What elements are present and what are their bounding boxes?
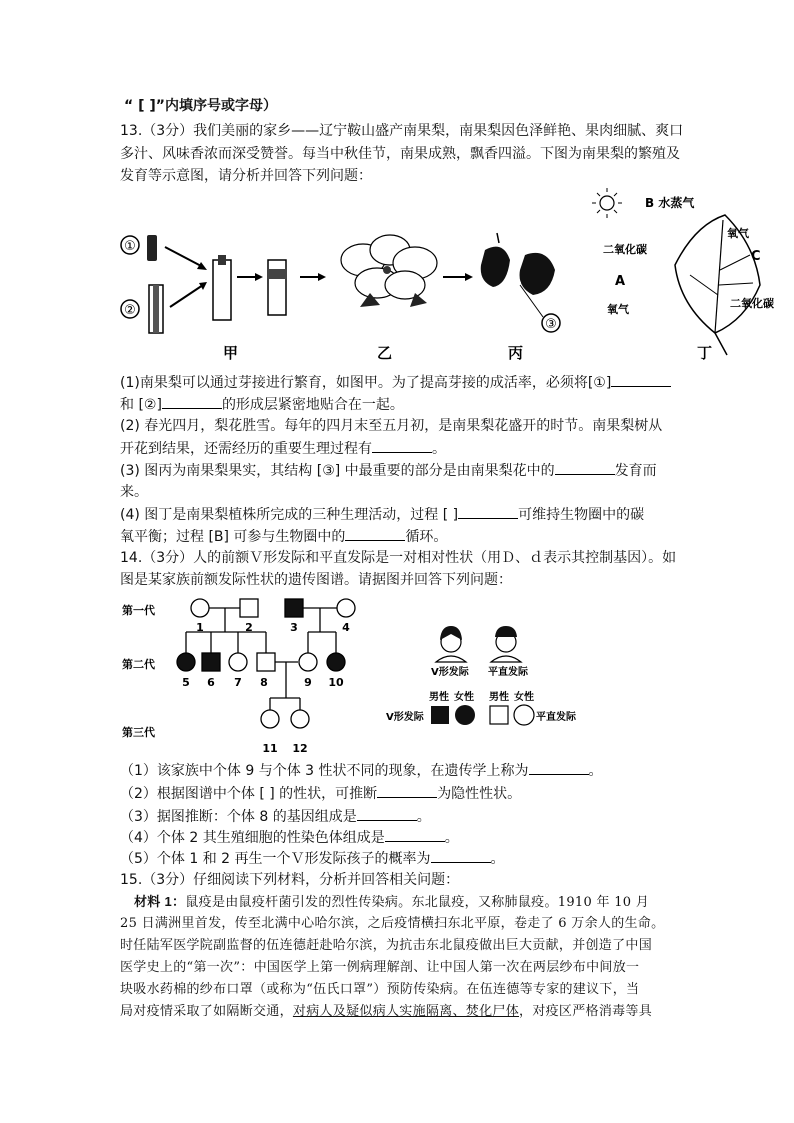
svg-text:乙: 乙 (377, 344, 393, 362)
svg-text:第三代: 第三代 (122, 726, 155, 739)
svg-text:①: ① (124, 239, 136, 254)
individual-11 (261, 710, 279, 728)
answer-blank[interactable] (372, 438, 432, 453)
q14-sub2: （2）根据图谱中个体 [ ] 的性状，可推断 为隐性性状。 (120, 783, 521, 804)
individual-3 (285, 599, 303, 617)
answer-blank[interactable] (377, 783, 437, 798)
q14-sub5: （5）个体 1 和 2 再生一个Ｖ形发际孩子的概率为 。 (120, 848, 505, 869)
q13-stem-line1: 13.（3分）我们美丽的家乡——辽宁鞍山盛产南果梨，南果梨因色泽鲜艳、果肉细腻、爽口 (120, 123, 684, 139)
svg-text:第一代: 第一代 (122, 604, 155, 617)
svg-text:6: 6 (207, 676, 215, 689)
figure-jia-grafting (121, 235, 287, 362)
v-hairline-face-icon (436, 626, 466, 662)
figure-bing-fruit (443, 233, 560, 362)
q14-stem-line1: 14.（3分）人的前额Ｖ形发际和平直发际是一对相对性状（用Ｄ、ｄ表示其控制基因）。如 (120, 550, 677, 566)
legend-v-male (431, 706, 449, 724)
q15-material-line3: 时任陆军医学院副监督的伍连德赶赴哈尔滨，为抗击东北鼠疫做出巨大贡献，并创造了中国 (120, 938, 653, 953)
individual-5 (177, 653, 195, 671)
answer-blank[interactable] (555, 460, 615, 475)
answer-blank[interactable] (611, 372, 671, 387)
svg-text:1: 1 (196, 621, 204, 634)
figure-ding-leaf (592, 188, 774, 362)
individual-8 (257, 653, 275, 671)
q14-stem-line2: 图是某家族前额发际性状的遗传图谱。请据图并回答下列问题： (120, 572, 512, 588)
svg-text:B 水蒸气: B 水蒸气 (645, 196, 695, 210)
svg-text:5: 5 (182, 676, 190, 689)
svg-text:C: C (751, 249, 761, 264)
q13-figure (115, 185, 790, 370)
answer-blank[interactable] (345, 526, 405, 541)
q13-sub2-line2: 开花到结果，还需经历的重要生理过程有 。 (120, 438, 446, 459)
svg-text:女性: 女性 (514, 692, 534, 703)
answer-blank[interactable] (162, 394, 222, 409)
svg-text:2: 2 (245, 621, 253, 634)
individual-7 (229, 653, 247, 671)
individual-2 (240, 599, 258, 617)
svg-text:二氧化碳: 二氧化碳 (603, 243, 647, 256)
flat-hairline-face-icon (491, 626, 521, 662)
svg-text:11: 11 (262, 742, 278, 755)
q14-sub4: （4）个体 2 其生殖细胞的性染色体组成是 。 (120, 827, 459, 848)
q13-sub3-line1: (3) 图丙为南果梨果实，其结构 [③] 中最重要的部分是由南果梨花中的 发育而 (120, 460, 657, 481)
svg-text:丙: 丙 (508, 344, 524, 362)
individual-10 (327, 653, 345, 671)
answer-blank[interactable] (431, 848, 491, 863)
q13-stem-line3: 发育等示意图，请分析并回答下列问题： (120, 168, 372, 184)
answer-blank[interactable] (529, 760, 589, 775)
q15-material-line4: 医学史上的“第一次”：中国医学上第一例病理解剖、让中国人第一次在两层纱布中间放一 (120, 960, 640, 975)
individual-4 (337, 599, 355, 617)
svg-text:男性: 男性 (489, 692, 509, 703)
legend-flat-male (490, 706, 508, 724)
svg-text:丁: 丁 (697, 344, 713, 362)
q15-material-line5: 块吸水药棉的纱布口罩（或称为“伍氏口罩”）预防传染病。在伍连德等专家的建议下，当 (120, 982, 640, 997)
individual-6 (202, 653, 220, 671)
svg-text:第二代: 第二代 (122, 658, 155, 671)
q15-material-line1: 材料 1：鼠疫是由鼠疫杆菌引发的烈性传染病。东北鼠疫，又称肺鼠疫。1910 年 10 月 (134, 894, 650, 910)
answer-blank[interactable] (458, 504, 518, 519)
svg-text:氧气: 氧气 (727, 227, 749, 240)
answer-blank[interactable] (385, 827, 445, 842)
q15-stem: 15.（3分）仔细阅读下列材料，分析并回答相关问题： (120, 872, 460, 888)
q13-sub2-line1: (2) 春光四月，梨花胜雪。每年的四月末至五月初，是南果梨花盛开的时节。南果梨树从 (120, 418, 663, 434)
legend-flat-female (514, 705, 534, 725)
svg-text:3: 3 (290, 621, 298, 634)
q14-sub3: （3）据图推断：个体 8 的基因组成是 。 (120, 806, 431, 827)
figure-yi-flower (300, 235, 437, 362)
svg-text:平直发际: 平直发际 (488, 667, 528, 678)
svg-text:②: ② (124, 303, 136, 318)
legend-v-female (455, 705, 475, 725)
svg-text:7: 7 (234, 676, 242, 689)
q13-sub1-line2: 和 [②] 的形成层紧密地贴合在一起。 (120, 394, 404, 415)
q13-sub4-line1: (4) 图丁是南果梨植株所完成的三种生理活动，过程 [ ] 可维持生物圈中的碳 (120, 504, 644, 525)
svg-text:V形发际: V形发际 (386, 712, 424, 723)
q14-pedigree-figure (118, 590, 588, 760)
svg-text:平直发际: 平直发际 (536, 712, 576, 723)
svg-text:V形发际: V形发际 (431, 667, 469, 678)
underlined-phrase: 对病人及疑似病人实施隔离、焚化尸体 (292, 1004, 520, 1019)
svg-text:甲: 甲 (223, 344, 239, 362)
q15-material-line6: 局对疫情采取了如隔断交通，对病人及疑似病人实施隔离、焚化尸体，对疫区严格消毒等具 (120, 1004, 653, 1019)
q15-material-line2: 25 日满洲里首发，传至北满中心哈尔滨，之后疫情横扫东北平原，卷走了 6 万余人的生命。 (120, 916, 665, 931)
q13-sub4-line2: 氧平衡；过程 [B] 可参与生物圈中的 循环。 (120, 526, 447, 547)
individual-12 (291, 710, 309, 728)
individual-1 (191, 599, 209, 617)
svg-text:二氧化碳: 二氧化碳 (730, 297, 774, 310)
q13-sub3-line2: 来。 (120, 484, 148, 500)
q13-sub1-line1: (1)南果梨可以通过芽接进行繁育，如图甲。为了提高芽接的成活率，必须将[①] (120, 372, 671, 393)
q14-sub1: （1）该家族中个体 9 与个体 3 性状不同的现象，在遗传学上称为 。 (120, 760, 603, 781)
svg-text:12: 12 (292, 742, 308, 755)
svg-text:4: 4 (342, 621, 350, 634)
q13-stem-line2: 多汁、风味香浓而深受赞誉。每当中秋佳节，南果成熟，飘香四溢。下图为南果梨的繁殖及 (120, 146, 680, 162)
section-header: “ [ ]”内填序号或字母） (124, 98, 277, 114)
svg-text:氧气: 氧气 (607, 303, 629, 316)
svg-text:10: 10 (328, 676, 344, 689)
svg-text:A: A (615, 274, 626, 289)
individual-9 (299, 653, 317, 671)
svg-text:8: 8 (260, 676, 268, 689)
svg-text:女性: 女性 (454, 692, 474, 703)
svg-text:男性: 男性 (429, 692, 449, 703)
svg-text:③: ③ (545, 317, 557, 332)
svg-text:9: 9 (304, 676, 312, 689)
answer-blank[interactable] (357, 806, 417, 821)
